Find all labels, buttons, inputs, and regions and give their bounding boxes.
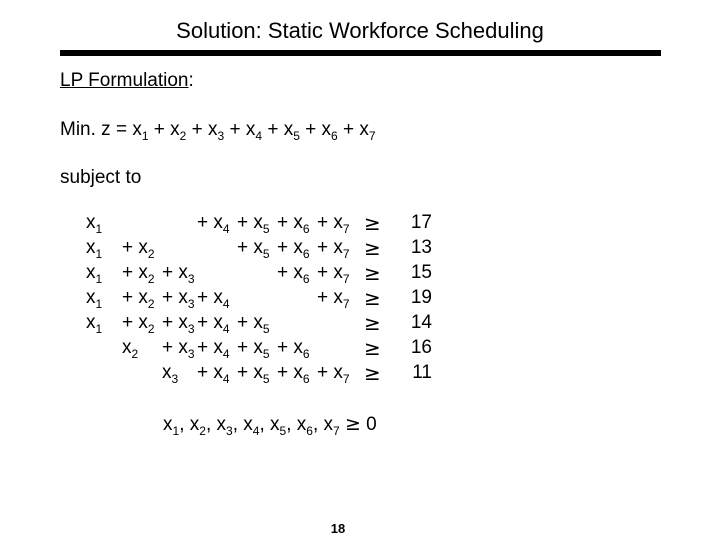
variable-subscript: 3 (187, 272, 195, 286)
geq-symbol: ≥ (364, 286, 381, 310)
plus-sign: + (237, 312, 254, 333)
plus-sign: + (122, 312, 139, 333)
variable: x (253, 337, 263, 358)
variable: x (178, 312, 188, 333)
variable: x (333, 362, 343, 383)
variable-subscript: 5 (262, 222, 270, 236)
variable-subscript: 2 (147, 247, 155, 261)
variable: x (293, 212, 303, 233)
constraint-term (317, 362, 350, 384)
variable-subscript: 3 (187, 347, 195, 361)
variable: x (178, 287, 188, 308)
variable: x (333, 212, 343, 233)
constraint-term (317, 237, 350, 259)
variable: x (293, 362, 303, 383)
variable-subscript: 1 (95, 272, 103, 286)
variable-subscript: 6 (302, 272, 310, 286)
constraint-term (197, 337, 230, 359)
variable-subscript: 4 (222, 222, 230, 236)
geq-symbol: ≥ (344, 413, 361, 435)
plus-sign: + (122, 262, 139, 283)
plus-sign: + (277, 337, 294, 358)
variable: x (138, 287, 148, 308)
variable: x (323, 414, 333, 435)
plus-sign: + (317, 287, 334, 308)
variable: x (216, 414, 226, 435)
variable: x (321, 119, 332, 140)
plus-sign: + (317, 262, 334, 283)
variable: x (138, 237, 148, 258)
variable-subscript: 2 (199, 424, 206, 438)
variable-subscript: 7 (342, 222, 350, 236)
plus-sign: + (237, 212, 254, 233)
constraint-rhs: 19 (410, 287, 432, 308)
variable-subscript: 7 (368, 129, 376, 143)
comma: , (179, 414, 190, 435)
variable-subscript: 4 (255, 129, 263, 143)
constraint-term (86, 262, 102, 284)
plus-sign: + (317, 362, 334, 383)
variable-subscript: 2 (147, 272, 155, 286)
formulation-heading-text: LP Formulation (60, 70, 189, 91)
constraint-rhs: 14 (410, 312, 432, 333)
variable: x (293, 262, 303, 283)
plus-sign: + (197, 212, 214, 233)
plus-sign: + (343, 119, 360, 140)
constraint-term (86, 312, 102, 334)
plus-sign: + (229, 119, 246, 140)
variable-subscript: 5 (293, 129, 300, 143)
constraint-term (197, 362, 230, 384)
variable: x (86, 287, 96, 308)
constraint-term (86, 237, 102, 259)
variable-subscript: 4 (222, 372, 230, 386)
page-number: 18 (330, 521, 346, 536)
variable: x (213, 337, 223, 358)
variable: x (296, 414, 307, 435)
variable-subscript: 1 (95, 297, 103, 311)
plus-sign: + (237, 362, 254, 383)
variable-subscript: 6 (306, 424, 313, 438)
constraint-term (122, 312, 155, 334)
variable-subscript: 2 (147, 297, 155, 311)
comma: , (205, 414, 217, 435)
constraint-term (277, 362, 310, 384)
constraint-term (162, 362, 178, 384)
variable-subscript: 1 (172, 424, 180, 438)
variable: x (86, 312, 96, 333)
plus-sign: + (197, 337, 214, 358)
variable: x (245, 119, 256, 140)
constraint-term (317, 262, 350, 284)
variable-subscript: 7 (333, 424, 340, 438)
constraint-term (277, 337, 310, 359)
variable: x (86, 237, 96, 258)
variable-subscript: 3 (226, 424, 233, 438)
subject-to-label: subject to (60, 167, 142, 188)
formulation-heading (60, 70, 194, 92)
variable: x (213, 212, 223, 233)
variable: x (270, 414, 280, 435)
geq-symbol: ≥ (364, 311, 381, 335)
variable: x (253, 212, 263, 233)
slide-title: Solution: Static Workforce Scheduling (176, 18, 544, 43)
variable-subscript: 3 (171, 372, 179, 386)
constraint-term (86, 287, 102, 309)
comma: , (312, 414, 324, 435)
comma: , (259, 414, 270, 435)
variable-subscript: 2 (147, 322, 155, 336)
variable-subscript: 5 (279, 424, 287, 438)
variable: x (138, 262, 148, 283)
variable-subscript: 1 (95, 222, 103, 236)
variable-subscript: 3 (187, 297, 195, 311)
variable: x (86, 262, 96, 283)
nonneg-rhs: 0 (366, 414, 377, 435)
variable-subscript: 4 (222, 322, 230, 336)
constraint-term (237, 337, 270, 359)
constraint-term (237, 237, 270, 259)
plus-sign: + (277, 212, 294, 233)
variable-subscript: 4 (222, 297, 230, 311)
constraint-term (162, 262, 195, 284)
variable-subscript: 6 (302, 247, 310, 261)
variable-subscript: 5 (262, 372, 270, 386)
variable: x (293, 337, 303, 358)
plus-sign: + (277, 237, 294, 258)
variable-subscript: 7 (342, 247, 350, 261)
plus-sign: + (197, 312, 214, 333)
constraint-rhs: 17 (410, 212, 432, 233)
variable-subscript: 5 (262, 322, 270, 336)
plus-sign: + (317, 237, 334, 258)
objective-prefix: Min. z = (60, 119, 133, 140)
plus-sign: + (197, 362, 214, 383)
variable: x (163, 414, 173, 435)
constraint-term (122, 262, 155, 284)
variable-subscript: 6 (302, 222, 310, 236)
constraint-term (277, 237, 310, 259)
variable: x (138, 312, 148, 333)
constraint-term (197, 312, 230, 334)
constraint-term (277, 262, 310, 284)
constraint-term (122, 337, 138, 359)
constraint-rhs: 16 (410, 337, 432, 358)
formulation-colon: : (188, 70, 194, 91)
objective-function (60, 119, 376, 141)
variable-subscript: 3 (187, 322, 195, 336)
constraint-term (317, 287, 350, 309)
constraint-rhs: 15 (410, 262, 432, 283)
variable: x (333, 262, 343, 283)
constraint-term (237, 312, 270, 334)
plus-sign: + (277, 362, 294, 383)
constraint-term (317, 212, 350, 234)
constraint-rhs: 13 (410, 237, 432, 258)
variable: x (162, 362, 172, 383)
variable: x (208, 119, 218, 140)
plus-sign: + (122, 237, 139, 258)
variable: x (86, 212, 96, 233)
plus-sign: + (153, 119, 171, 140)
constraint-term (86, 212, 102, 234)
variable-subscript: 7 (342, 297, 350, 311)
plus-sign: + (267, 119, 284, 140)
variable: x (189, 414, 200, 435)
geq-symbol: ≥ (364, 236, 381, 260)
variable: x (213, 312, 223, 333)
variable: x (253, 312, 263, 333)
variable: x (213, 287, 223, 308)
constraint-term (122, 287, 155, 309)
variable-subscript: 6 (302, 372, 310, 386)
variable-subscript: 4 (252, 424, 260, 438)
plus-sign: + (237, 337, 254, 358)
constraint-term (197, 212, 230, 234)
plus-sign: + (191, 119, 209, 140)
variable-subscript: 5 (262, 347, 270, 361)
plus-sign: + (162, 312, 179, 333)
variable: x (170, 119, 180, 140)
comma: , (232, 414, 244, 435)
geq-symbol: ≥ (364, 361, 381, 385)
variable: x (178, 337, 188, 358)
title-rule (60, 50, 661, 56)
variable: x (253, 237, 263, 258)
geq-symbol: ≥ (364, 336, 381, 360)
variable: x (132, 119, 142, 140)
plus-sign: + (162, 337, 179, 358)
plus-sign: + (122, 287, 139, 308)
variable-subscript: 7 (342, 372, 350, 386)
variable: x (122, 337, 132, 358)
plus-sign: + (162, 287, 179, 308)
variable-subscript: 7 (342, 272, 350, 286)
variable-subscript: 3 (217, 129, 225, 143)
constraint-term (237, 362, 270, 384)
variable: x (359, 119, 369, 140)
variable-subscript: 2 (179, 129, 187, 143)
plus-sign: + (237, 237, 254, 258)
variable: x (213, 362, 223, 383)
variable-subscript: 1 (141, 129, 149, 143)
constraint-term (237, 212, 270, 234)
plus-sign: + (277, 262, 294, 283)
variable-subscript: 1 (95, 322, 103, 336)
plus-sign: + (197, 287, 214, 308)
constraint-term (277, 212, 310, 234)
nonnegativity-constraint (163, 413, 377, 436)
constraint-term (197, 287, 230, 309)
plus-sign: + (305, 119, 322, 140)
variable-subscript: 5 (262, 247, 270, 261)
constraint-term (162, 312, 195, 334)
plus-sign: + (162, 262, 179, 283)
variable-subscript: 4 (222, 347, 230, 361)
variable-subscript: 6 (302, 347, 310, 361)
comma: , (286, 414, 297, 435)
constraint-term (122, 237, 155, 259)
constraint-term (162, 337, 195, 359)
plus-sign: + (317, 212, 334, 233)
variable: x (333, 287, 343, 308)
variable-subscript: 1 (95, 247, 103, 261)
geq-symbol: ≥ (364, 261, 381, 285)
variable-subscript: 2 (131, 347, 139, 361)
constraint-term (162, 287, 195, 309)
variable: x (178, 262, 188, 283)
variable-subscript: 6 (331, 129, 338, 143)
variable: x (283, 119, 294, 140)
geq-symbol: ≥ (364, 211, 381, 235)
variable: x (243, 414, 253, 435)
constraint-rhs: 11 (412, 362, 432, 383)
variable: x (333, 237, 343, 258)
variable: x (253, 362, 263, 383)
variable: x (293, 237, 303, 258)
